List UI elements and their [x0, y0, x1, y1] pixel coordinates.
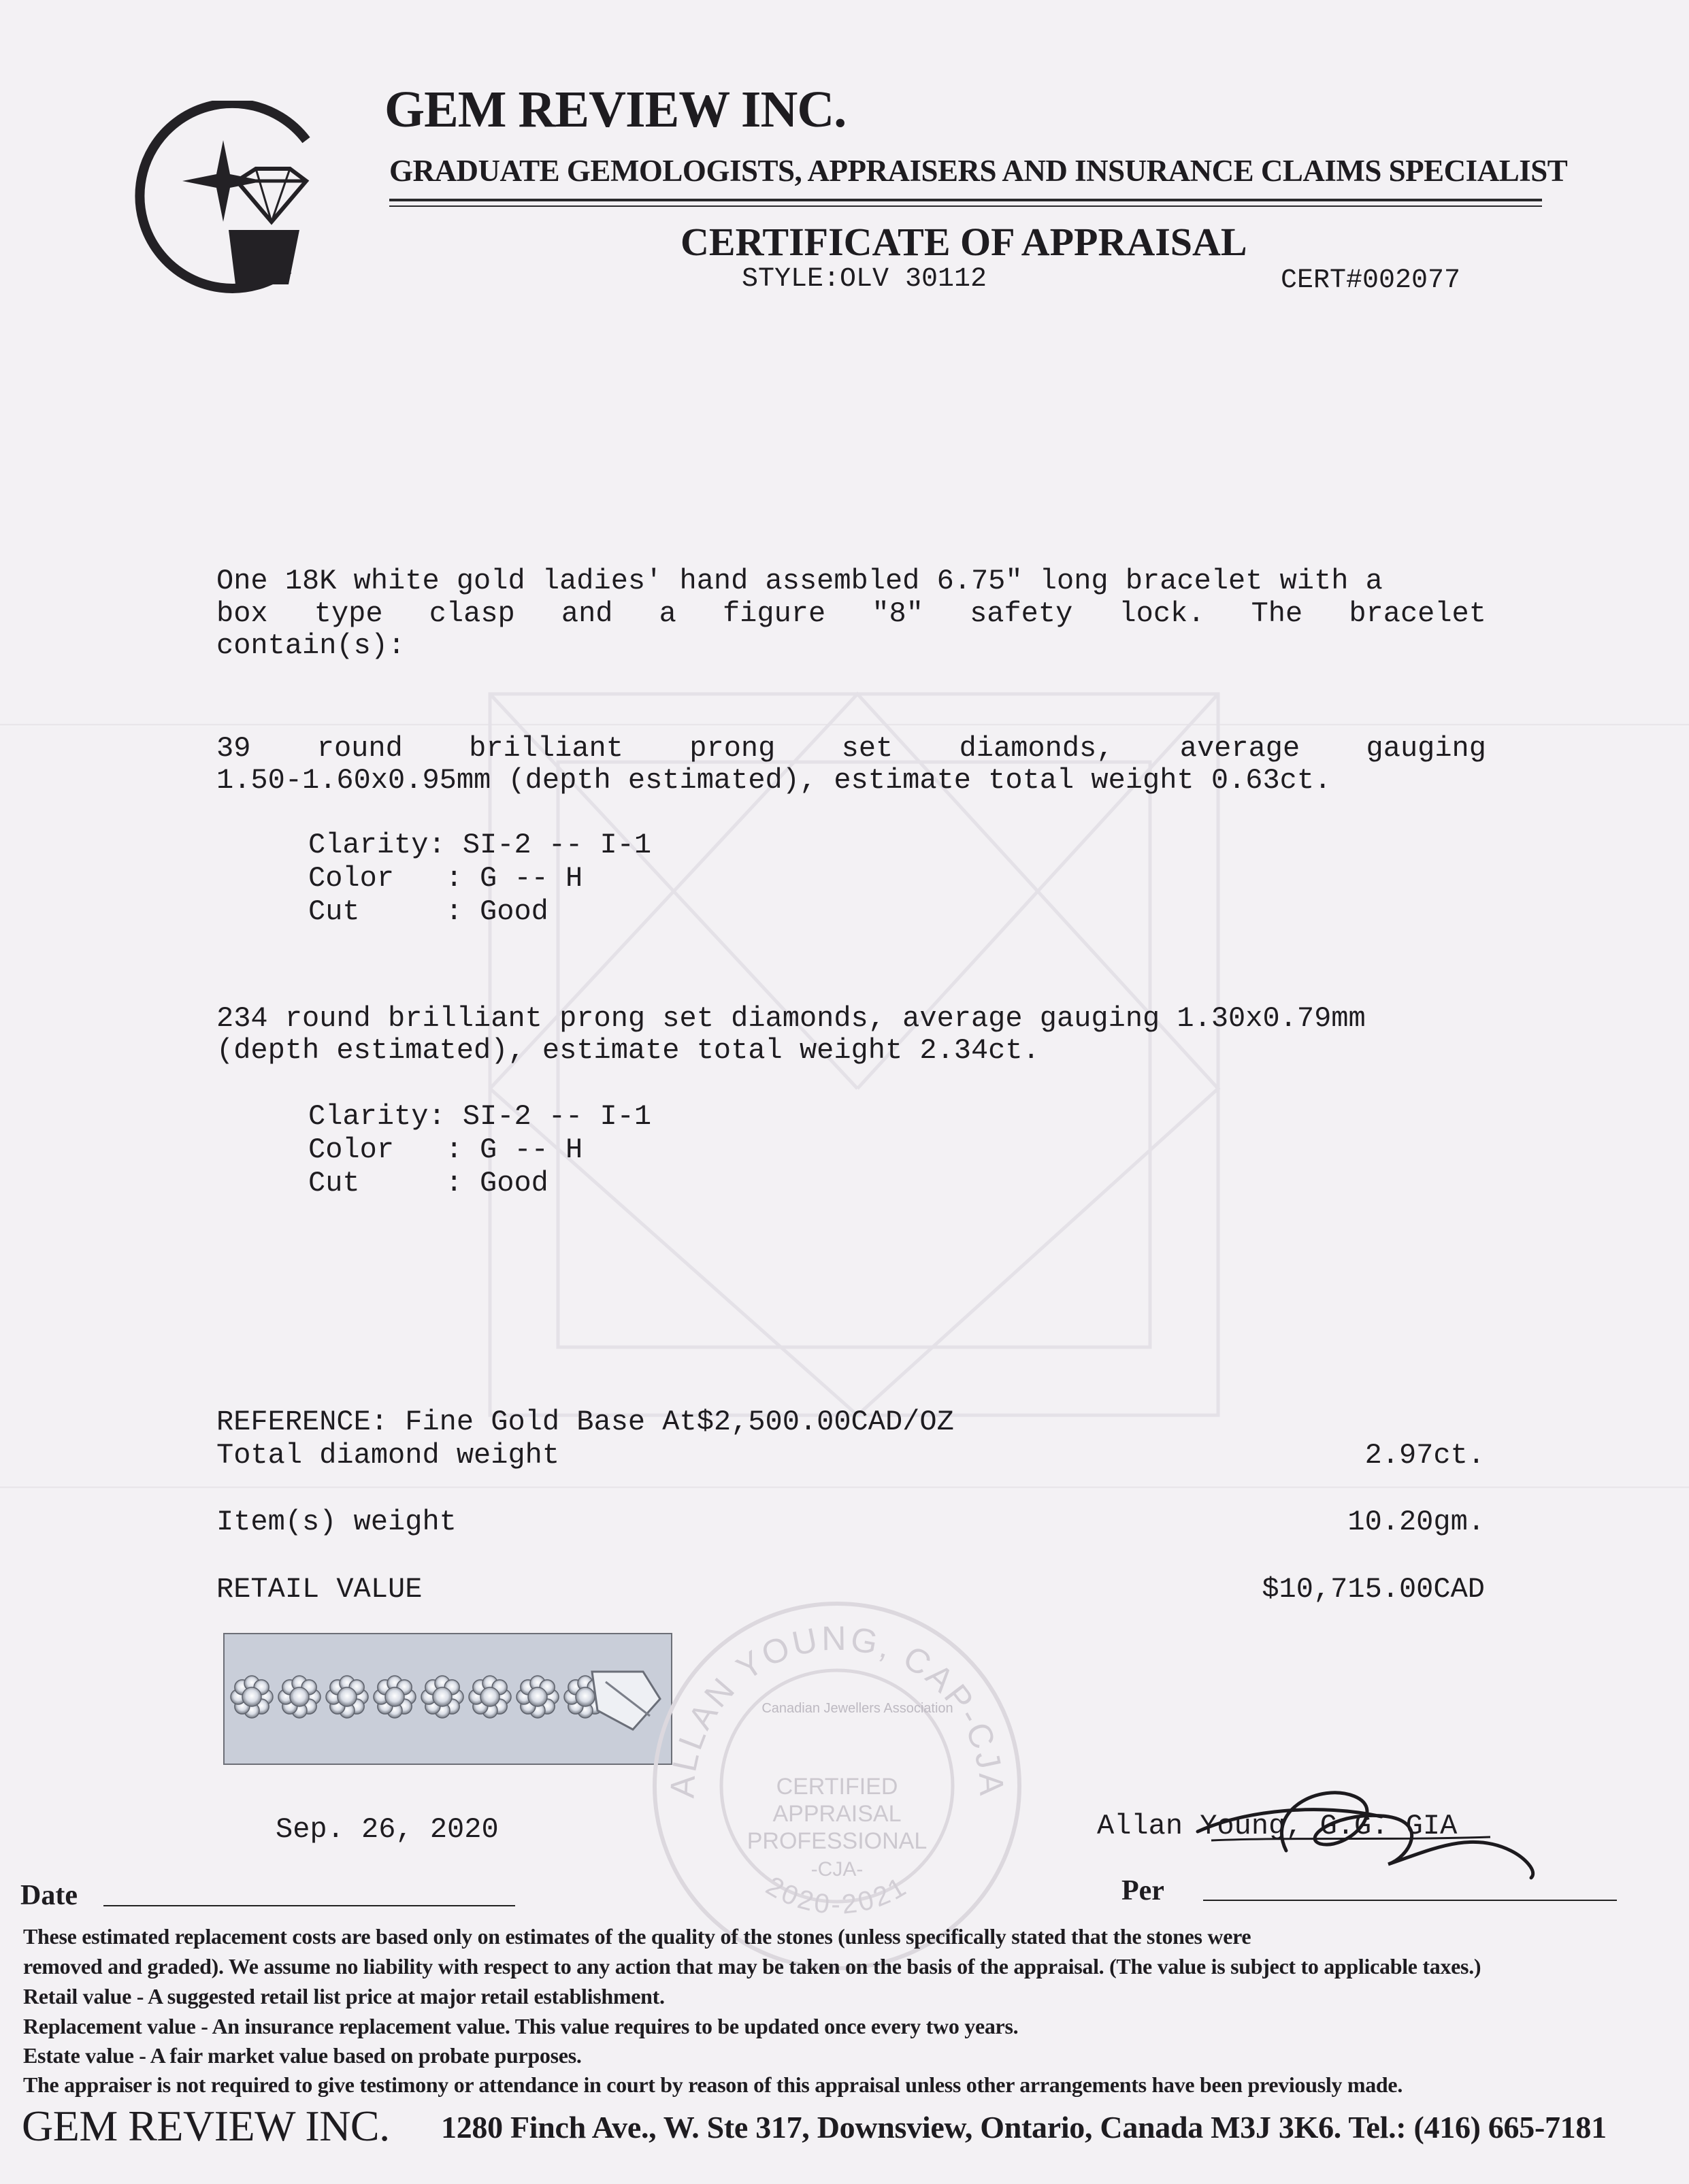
- stone-word: round: [316, 732, 403, 765]
- footer-company-name: GEM REVIEW INC.: [22, 2102, 390, 2150]
- stone-group-1-color: Color : G -- H: [308, 862, 583, 895]
- per-label: Per: [1121, 1875, 1164, 1906]
- header-rule: [389, 205, 1542, 207]
- appraiser-signature-icon: [1184, 1769, 1552, 1891]
- seal-year-text: 2020-2021: [761, 1870, 913, 1920]
- stone-group-1-cut: Cut : Good: [308, 895, 548, 928]
- stone-group-2-color: Color : G -- H: [308, 1134, 583, 1166]
- description-word: figure: [722, 597, 826, 630]
- seal-ring-text: ALLAN YOUNG, CAP-CJA: [663, 1619, 1011, 1800]
- description-line-2: [216, 597, 1486, 630]
- stone-group-1-clarity: Clarity: SI-2 -- I-1: [308, 829, 652, 861]
- retail-value-amount: $10,715.00CAD: [1262, 1573, 1485, 1606]
- description-word: box: [216, 597, 268, 630]
- bracelet-cluster: [469, 1676, 511, 1718]
- description-word: safety: [970, 597, 1073, 630]
- stone-word: brilliant: [469, 732, 623, 765]
- stone-word: diamonds,: [959, 732, 1114, 765]
- item-weight-label: Item(s) weight: [216, 1506, 457, 1538]
- stone-group-1-line-1: [216, 732, 1486, 765]
- appraiser-name: Allan Young, G.G. GIA: [1097, 1810, 1458, 1842]
- disclaimer-line-2: removed and graded). We assume no liability with respect to any action that may be taken on the basis of the appraisal. (The value is subject to applicable taxes.): [23, 1954, 1481, 1979]
- total-diamond-weight-value: 2.97ct.: [1364, 1439, 1485, 1472]
- bracelet-cluster: [374, 1676, 416, 1718]
- total-diamond-weight-label: Total diamond weight: [216, 1439, 560, 1472]
- description-line-3: contain(s):: [216, 629, 406, 662]
- date-label: Date: [20, 1880, 78, 1911]
- description-word: The: [1251, 597, 1303, 630]
- reference-gold-price: REFERENCE: Fine Gold Base At$2,500.00CAD/OZ: [216, 1406, 954, 1438]
- company-name: GEM REVIEW INC.: [384, 81, 847, 138]
- stone-group-2-cut: Cut : Good: [308, 1167, 548, 1199]
- seal-association-text: Canadian Jewellers Association: [761, 1701, 953, 1716]
- disclaimer-testimony: The appraiser is not required to give testimony or attendance in court by reason of this appraisal unless other arrangements have been previously made.: [23, 2072, 1403, 2097]
- seal-center-line-2: APPRAISAL: [772, 1801, 902, 1827]
- description-word: bracelet: [1349, 597, 1486, 630]
- per-line: [1203, 1900, 1617, 1901]
- gem-review-logo-icon: [128, 101, 318, 298]
- stone-word: gauging: [1366, 732, 1486, 765]
- description-line-1: One 18K white gold ladies' hand assembled 6.75" long bracelet with a: [216, 565, 1383, 597]
- item-weight-value: 10.20gm.: [1347, 1506, 1485, 1538]
- bracelet-cluster: [516, 1676, 559, 1718]
- header-rule: [389, 199, 1542, 201]
- bracelet-cluster: [278, 1676, 321, 1718]
- stone-word: average: [1179, 732, 1300, 765]
- stone-word: 39: [216, 732, 251, 765]
- description-word: lock.: [1119, 597, 1205, 630]
- appraisal-date: Sep. 26, 2020: [276, 1813, 499, 1846]
- stone-group-2-line-1: 234 round brilliant prong set diamonds, average gauging 1.30x0.79mm: [216, 1002, 1366, 1035]
- bracelet-cluster: [326, 1676, 368, 1718]
- stone-group-1-line-2: 1.50-1.60x0.95mm (depth estimated), estimate total weight 0.63ct.: [216, 764, 1332, 797]
- certificate-number: CERT#002077: [1281, 265, 1461, 296]
- disclaimer-estate-value: Estate value - A fair market value based on probate purposes.: [23, 2043, 582, 2068]
- bracelet-cluster: [231, 1676, 273, 1718]
- bracelet-photo: [223, 1633, 672, 1765]
- bracelet-cluster: [421, 1676, 463, 1718]
- stone-word: prong: [689, 732, 776, 765]
- retail-value-label: RETAIL VALUE: [216, 1573, 423, 1606]
- seal-center-line-3: PROFESSIONAL: [747, 1828, 928, 1854]
- footer-address: 1280 Finch Ave., W. Ste 317, Downsview, Ontario, Canada M3J 3K6. Tel.: (416) 665-7181: [441, 2110, 1607, 2145]
- description-word: clasp: [429, 597, 515, 630]
- description-word: and: [561, 597, 613, 630]
- certificate-title: CERTIFICATE OF APPRAISAL: [680, 220, 1247, 264]
- seal-center-line-4: -CJA-: [810, 1858, 864, 1881]
- description-word: "8": [872, 597, 923, 630]
- appraiser-embossed-seal: [646, 1595, 1028, 1976]
- disclaimer-replacement-value: Replacement value - An insurance replacement value. This value requires to be updated once every two years.: [23, 2014, 1019, 2038]
- disclaimer-line-1: These estimated replacement costs are based only on estimates of the quality of the stones (unless specifically stated that the stones were: [23, 1924, 1251, 1949]
- stone-word: set: [841, 732, 893, 765]
- date-line: [103, 1905, 515, 1906]
- description-word: type: [314, 597, 383, 630]
- description-word: a: [659, 597, 676, 630]
- stone-group-2-line-2: (depth estimated), estimate total weight 2.34ct.: [216, 1034, 1040, 1067]
- company-tagline: GRADUATE GEMOLOGISTS, APPRAISERS AND INSURANCE CLAIMS SPECIALIST: [389, 154, 1568, 188]
- style-number: STYLE:OLV 30112: [742, 264, 987, 295]
- disclaimer-retail-value: Retail value - A suggested retail list price at major retail establishment.: [23, 1984, 665, 2008]
- bracelet-image: [225, 1634, 671, 1764]
- stone-group-2-clarity: Clarity: SI-2 -- I-1: [308, 1100, 652, 1133]
- paper-fold: [0, 1487, 1689, 1489]
- seal-center-line-1: CERTIFIED: [776, 1774, 898, 1800]
